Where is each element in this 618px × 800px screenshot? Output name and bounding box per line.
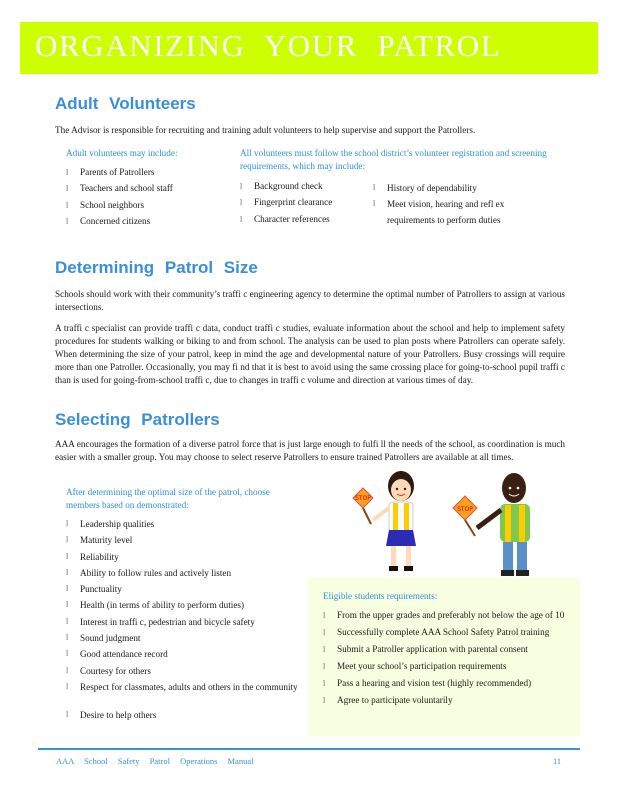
list-item: l Agree to participate voluntarily: [323, 695, 453, 705]
list-item: l Health (in terms of ability to perform duties): [66, 600, 245, 611]
footer-divider: [38, 748, 580, 750]
list-item: l Pass a hearing and vision test (highly recommended): [323, 678, 532, 688]
adult-right-list-1: [240, 180, 370, 229]
svg-text:STOP: STOP: [457, 506, 473, 513]
determining-p2: A traffi c specialist can provide traffi c data, conduct traffi c studies, evaluate information about the school and help to implement safety procedures for students walking or biking to and from school. The analysis can be used to plan posts where Patrollers can operate safely. When determining the size of your patrol, keep in mind the age and developmental nature of your Patrollers. Busy crossings will require more than one Patroller. Occasionally, you may fi nd that it is best to avoid using the same crossing place for going-to-school pupil traffi c than is used for going-from-school traffi c, due to changes in traffi c volume and direction at various times of day.: [55, 323, 565, 385]
determining-p1: Schools should work with their community’s traffi c engineering agency to determine the optimal number of Patrollers to assign at various intersections.: [55, 289, 565, 312]
list-item: l Good attendance record: [66, 649, 168, 660]
list-item: l History of dependability: [373, 183, 477, 193]
list-item: l Teachers and school staff: [66, 183, 173, 194]
list-item: l Sound judgment: [66, 633, 141, 644]
adult-right-list-2: [373, 180, 548, 228]
list-item: l From the upper grades and preferably not below the age of 10: [323, 610, 565, 620]
list-item: l Successfully complete AAA School Safety Patrol training: [323, 627, 550, 637]
list-item: l Meet your school’s participation requirements: [323, 661, 507, 671]
page-title: ORGANIZING YOUR PATROL: [35, 28, 502, 63]
adult-intro: The Advisor is responsible for recruiting and training adult volunteers to help supervise and support the Patrollers.: [55, 125, 476, 135]
adult-left-title: Adult volunteers may include:: [66, 148, 178, 158]
list-item: l Concerned citizens: [66, 215, 151, 226]
list-item: l School neighbors: [66, 199, 145, 210]
adult-volunteers-heading: Adult Volunteers: [55, 94, 196, 113]
determining-heading: Determining Patrol Size: [55, 258, 258, 277]
girl-patroller-icon: [353, 471, 416, 571]
eligible-list: [323, 609, 568, 707]
list-item: l Courtesy for others: [66, 665, 151, 676]
selecting-heading: Selecting Patrollers: [55, 410, 220, 429]
title-banner: [20, 22, 598, 74]
list-item: l Leadership qualities: [66, 519, 155, 529]
list-item: l Punctuality: [66, 584, 122, 595]
boy-patroller-icon: [453, 473, 530, 576]
list-item: l Character references: [240, 213, 330, 224]
patroller-illustration: [325, 466, 575, 584]
eligible-title: Eligible students requirements:: [323, 591, 438, 601]
list-item: l Parents of Patrollers: [66, 167, 155, 177]
qualities-list: [66, 518, 298, 725]
list-item: l Interest in traffi c, pedestrian and bicycle safety: [66, 616, 255, 627]
footer-title: AAA School Safety Patrol Operations Manual: [56, 756, 254, 766]
list-item: l Maturity level: [66, 535, 133, 546]
svg-text:STOP: STOP: [355, 495, 371, 502]
list-item: l Respect for classmates, adults and others in the community: [66, 681, 298, 692]
adult-right-title: All volunteers must follow the school district’s volunteer registration and screening requirements, which may include:: [240, 148, 547, 171]
adult-left-list: [66, 166, 236, 231]
selecting-list-title: After determining the optimal size of the patrol, choose members based on demonstrated:: [66, 487, 270, 510]
list-item: l Reliability: [66, 551, 119, 562]
list-item: l Fingerprint clearance: [240, 197, 333, 208]
list-item: l Desire to help others: [66, 709, 157, 720]
list-item: l Ability to follow rules and actively listen: [66, 567, 232, 578]
page-number: 11: [553, 756, 562, 766]
list-item: l Submit a Patroller application with parental consent: [323, 644, 528, 654]
list-item: l Background check: [240, 181, 323, 191]
selecting-p1: AAA encourages the formation of a diverse patrol force that is just large enough to fulfi ll the needs of the school, as coordination is much easier with a smaller group. You may choose to select reserve Patrollers to ensure trained Patrollers are available at all times.: [55, 439, 565, 462]
list-item: l Meet vision, hearing and refl ex requirements to perform duties: [373, 199, 505, 225]
